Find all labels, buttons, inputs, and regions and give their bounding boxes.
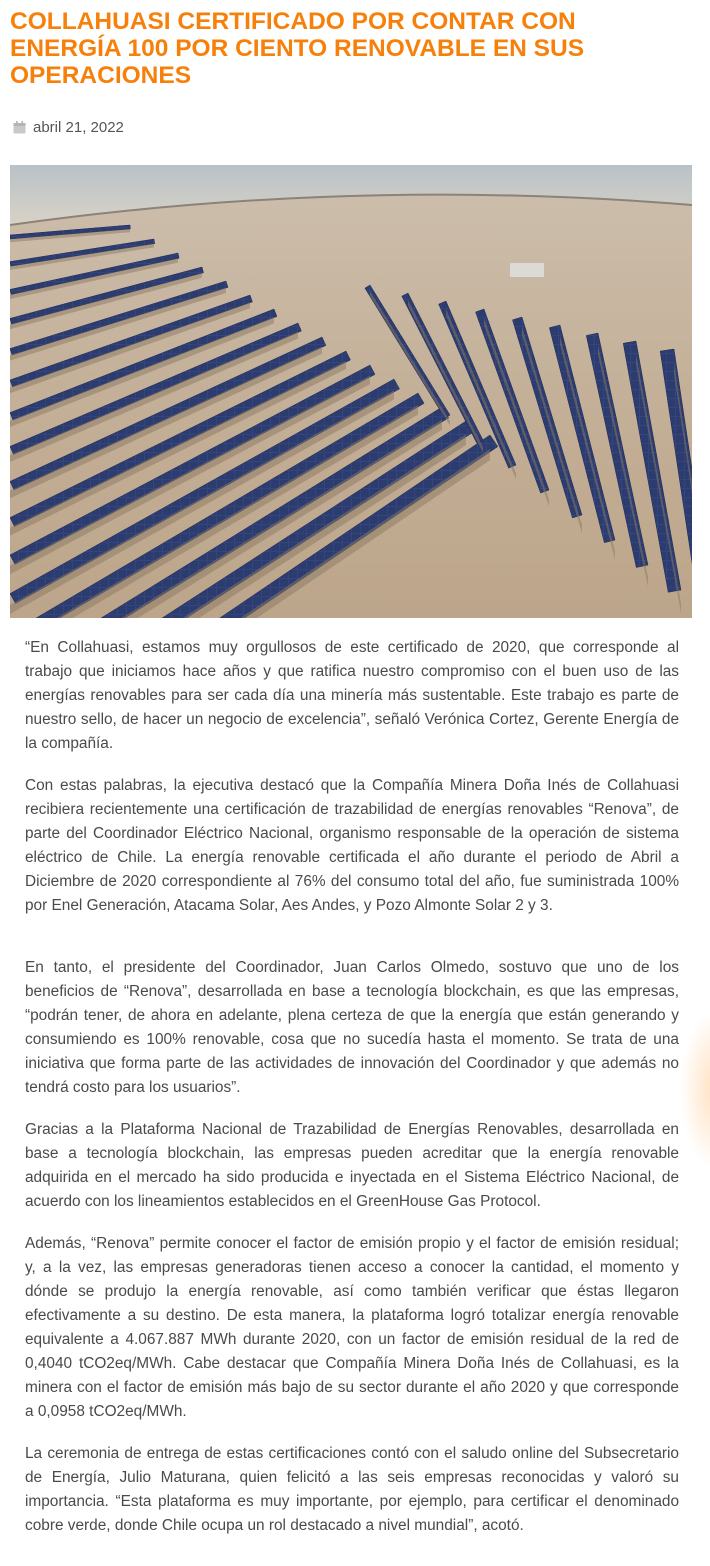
article-title: COLLAHUASI CERTIFICADO POR CONTAR CON ENERGÍA 100 POR CIENTO RENOVABLE EN SUS OPERACIONES (10, 8, 585, 89)
post-meta (13, 119, 124, 136)
paragraph-1: “En Collahuasi, estamos muy orgullosos de este certificado de 2020, que corresponde al trabajo que iniciamos hace años y que ratifica nuestro compromiso con el buen uso de las energías renovables para ser cada día una minería más sustentable. Este trabajo es parte de nuestro sello, de hacer un negocio de excelencia”, señaló Verónica Cortez, Gerente Energía de la compañía. (25, 639, 679, 752)
paragraph-3: En tanto, el presidente del Coordinador, Juan Carlos Olmedo, sostuvo que uno de los beneficios de “Renova”, desarrollada en base a tecnología blockchain, es que las empresas, “podrán tener, de ahora en adelante, plena certeza de que la energía que están generando y consumiendo es 100% renovable, cosa que no sucedía hasta el momento. Se trata de una iniciativa que forma parte de las actividades de innovación del Coordinador y que además no tendrá costo para los usuarios”. (25, 959, 679, 1096)
article-body (25, 636, 679, 1556)
paragraph-6: La ceremonia de entrega de estas certificaciones contó con el saludo online del Subsecretario de Energía, Julio Maturana, quien felicitó a las seis empresas reconocidas y valoró su importancia. “Esta plataforma es muy importante, por ejemplo, para certificar el denominado cobre verde, donde Chile ocupa un rol destacado a nivel mundial”, acotó. (25, 1445, 679, 1534)
solar-farm-photo (10, 165, 692, 618)
edge-glow (680, 1010, 710, 1170)
paragraph-5: Además, “Renova” permite conocer el factor de emisión propio y el factor de emisión residual; y, a la vez, las empresas generadoras tienen acceso a conocer la cantidad, el momento y dónde se produjo la energía renovable, así como también verificar que éstas llegaron efectivamente a su destino. De esta manera, la plataforma logró totalizar energía renovable equivalente a 4.067.887 MWh durante 2020, con un factor de emisión residual de la red de 0,4040 tCO2eq/MWh. Cabe destacar que Compañía Minera Doña Inés de Collahuasi, es la minera con el factor de emisión más bajo de su sector durante el año 2020 y que corresponde a 0,0958 tCO2eq/MWh. (25, 1235, 679, 1420)
paragraph-2: Con estas palabras, la ejecutiva destacó que la Compañía Minera Doña Inés de Collahuasi recibiera recientemente una certificación de trazabilidad de energías renovables “Renova”, de parte del Coordinador Eléctrico Nacional, organismo responsable de la operación de sistema eléctrico de Chile. La energía renovable certificada el año durante el periodo de Abril a Diciembre de 2020 correspondiente al 76% del consumo total del año, fue suministrada 100% por Enel Generación, Atacama Solar, Aes Andes, y Pozo Almonte Solar 2 y 3. (25, 777, 679, 914)
paragraph-4: Gracias a la Plataforma Nacional de Trazabilidad de Energías Renovables, desarrollada en base a tecnología blockchain, las empresas pueden acreditar que la energía renovable adquirida en el mercado ha sido producida e inyectada en el Sistema Eléctrico Nacional, de acuerdo con los lineamientos establecidos en el GreenHouse Gas Protocol. (25, 1121, 679, 1210)
post-date: abril 21, 2022 (33, 119, 124, 136)
featured-image (10, 165, 692, 618)
calendar-icon (13, 121, 26, 134)
